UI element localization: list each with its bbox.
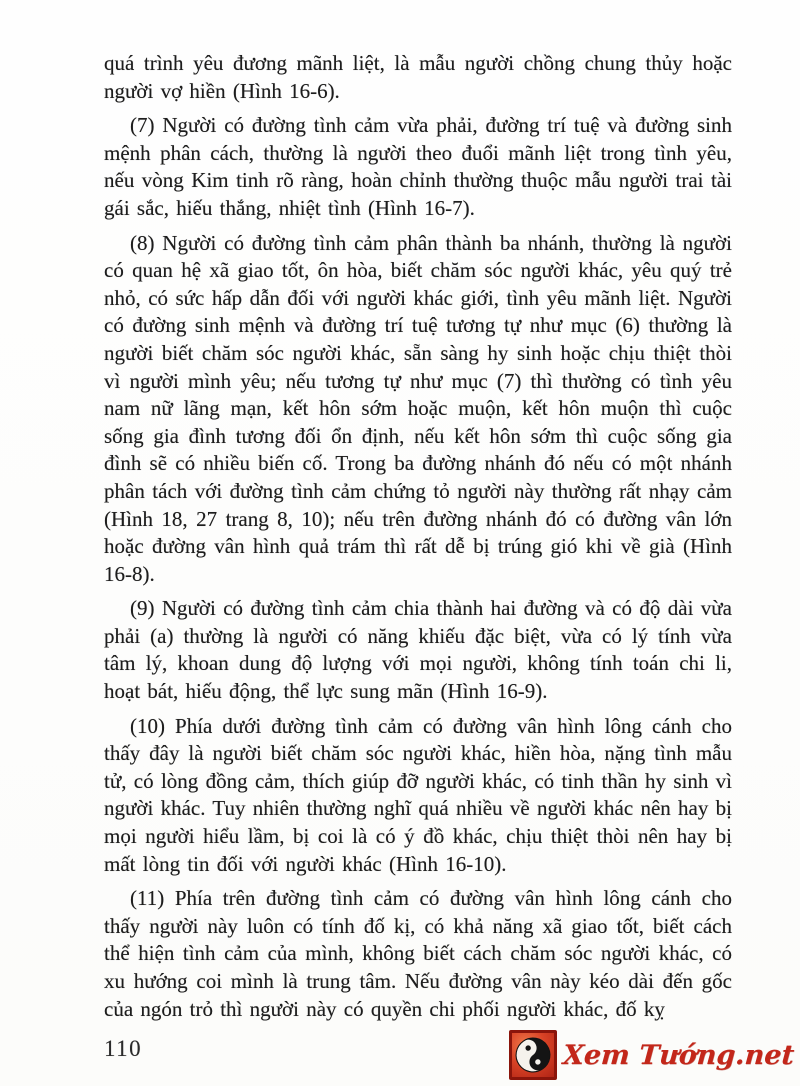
paragraph: (11) Phía trên đường tình cảm có đường vân hình lông cánh cho thấy người này luôn có tính đố kị, có khả năng xã giao tốt, biết cách thể hiện tình cảm của mình, không biết cách chăm sóc người khác, có xu hướng coi mình là trung tâm. Nếu đường vân này kéo dài đến gốc của ngón trỏ thì người này có quyền chi phối người khác, đố kỵ [104,886,732,1021]
watermark-text: Xem Tướng.net [561,1039,796,1071]
page-text [104,50,732,1030]
yin-yang-icon [509,1030,557,1080]
paragraph: (8) Người có đường tình cảm phân thành ba nhánh, thường là người có quan hệ xã giao tốt, ôn hòa, biết chăm sóc người khác, yêu quý trẻ nhỏ, có sức hấp dẫn đối với người khác giới, tình yêu mãnh liệt. Người có đường sinh mệnh và đường trí tuệ tương tự như mục (6) thường là người biết chăm sóc người khác, sẵn sàng hy sinh hoặc chịu thiệt thòi vì người mình yêu; nếu tương tự như mục (7) thì thường có tình yêu nam nữ lãng mạn, kết hôn sớm hoặc muộn, kết hôn muộn thì cuộc sống gia đình tương đối ổn định, nếu kết hôn sớm thì cuộc sống gia đình sẽ có nhiều biến cố. Trong ba đường nhánh đó nếu có một nhánh phân tách với đường tình cảm chứng tỏ người này thường rất nhạy cảm (Hình 18, 27 trang 8, 10); nếu trên đường nhánh đó có đường vân lớn hoặc đường vân hình quả trám thì rất dễ bị trúng gió khi về già (Hình 16-8). [104,230,732,586]
paragraph: quá trình yêu đương mãnh liệt, là mẫu người chồng chung thủy hoặc người vợ hiền (Hình 16-6). [104,51,732,103]
paragraph: (9) Người có đường tình cảm chia thành hai đường và có độ dài vừa phải (a) thường là người có năng khiếu đặc biệt, vừa có lý tính vừa tâm lý, khoan dung độ lượng với mọi người, không tính toán chi li, hoạt bát, hiếu động, thể lực sung mãn (Hình 16-9). [104,596,732,704]
page-number: 110 [104,1036,143,1061]
watermark-logo [509,1030,794,1080]
paragraph: (7) Người có đường tình cảm vừa phải, đường trí tuệ và đường sinh mệnh phân cách, thường là người theo đuổi mãnh liệt trong tình yêu, nếu vòng Kim tinh rõ ràng, hoàn chỉnh thường thuộc mẫu người trai tài gái sắc, hiếu thắng, nhiệt tình (Hình 16-7). [104,113,732,220]
paragraph: (10) Phía dưới đường tình cảm có đường vân hình lông cánh cho thấy đây là người biết chăm sóc người khác, hiền hòa, nặng tình mẫu tử, có lòng đồng cảm, thích giúp đỡ người khác, có tinh thần hy sinh vì người khác. Tuy nhiên thường nghĩ quá nhiều về người khác nên hay bị mọi người hiểu lầm, bị coi là có ý đồ khác, chịu thiệt thòi nên hay bị mất lòng tin đối với người khác (Hình 16-10). [104,713,732,876]
